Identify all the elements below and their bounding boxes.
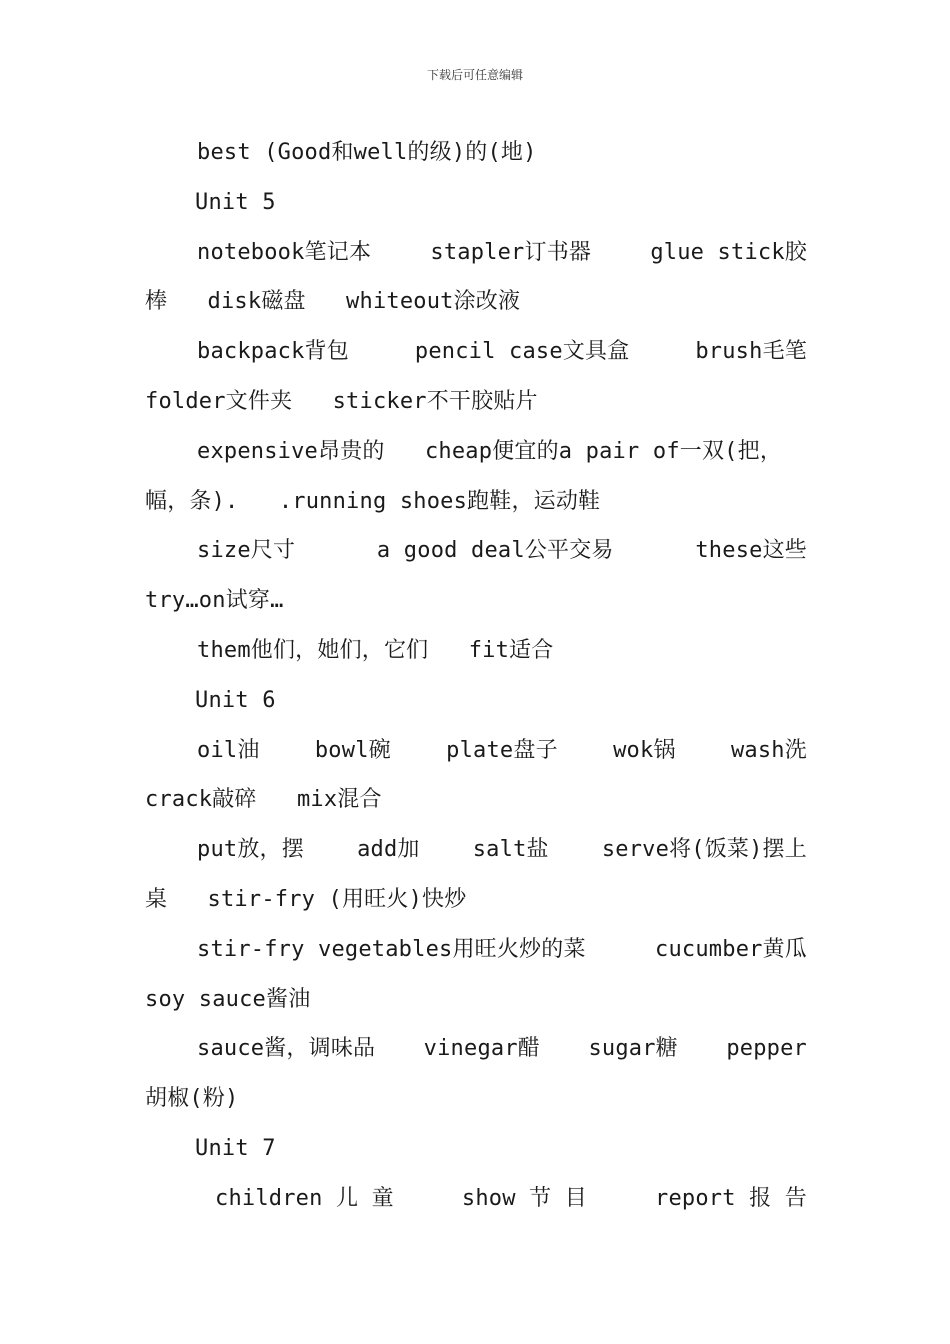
vocab-term: cucumber黄瓜 bbox=[655, 936, 807, 962]
vocabulary-list bbox=[145, 128, 807, 1224]
vocab-term: pepper bbox=[726, 1036, 807, 1062]
vocab-term: stapler订书器 bbox=[430, 239, 592, 265]
vocab-line: them他们，她们，它们 fit适合 bbox=[197, 637, 554, 663]
vocab-term: stir-fry vegetables用旺火炒的菜 bbox=[197, 936, 586, 962]
unit-heading: Unit 6 bbox=[195, 687, 276, 713]
vocab-line bbox=[145, 526, 807, 576]
vocab-term: children 儿 童 bbox=[215, 1185, 394, 1211]
page-header-note: 下载后可任意编辑 bbox=[426, 68, 523, 82]
vocab-line bbox=[145, 825, 807, 875]
vocab-term: put放，摆 bbox=[197, 837, 304, 863]
vocab-term: wok锅 bbox=[613, 737, 676, 763]
vocab-term: add加 bbox=[357, 837, 420, 863]
vocab-term: sugar糖 bbox=[588, 1036, 678, 1062]
unit-heading: Unit 5 bbox=[195, 189, 276, 215]
vocab-line bbox=[145, 228, 807, 278]
vocab-line: crack敲碎 mix混合 bbox=[145, 787, 382, 813]
vocab-term: wash洗 bbox=[730, 737, 807, 763]
vocab-term: backpack背包 bbox=[197, 339, 349, 365]
vocab-line bbox=[145, 327, 807, 377]
vocab-line: best (Good和well的级)的(地) bbox=[197, 140, 537, 165]
vocab-term: oil油 bbox=[197, 737, 260, 763]
vocab-term: glue stick胶 bbox=[650, 239, 807, 265]
vocab-term: plate盘子 bbox=[446, 737, 558, 763]
vocab-term: sauce酱，调味品 bbox=[197, 1036, 376, 1062]
vocab-line: try…on试穿… bbox=[145, 588, 284, 614]
vocab-line bbox=[145, 1024, 807, 1074]
vocab-line: 棒 disk磁盘 whiteout涂改液 bbox=[145, 289, 521, 315]
vocab-line: 桌 stir-fry (用旺火)快炒 bbox=[145, 886, 467, 912]
vocab-term: vinegar醋 bbox=[423, 1036, 540, 1062]
vocab-term: bowl碗 bbox=[314, 737, 391, 763]
vocab-line bbox=[145, 925, 807, 975]
vocab-term: pencil case文具盒 bbox=[414, 339, 630, 365]
vocab-line: 胡椒(粉) bbox=[145, 1086, 239, 1112]
vocab-line bbox=[145, 1174, 807, 1224]
vocab-line: folder文件夹 sticker不干胶贴片 bbox=[145, 388, 538, 414]
vocab-line bbox=[145, 726, 807, 776]
vocab-term: serve将(饭菜)摆上 bbox=[601, 837, 807, 863]
vocab-term: report 报 告 bbox=[655, 1185, 807, 1211]
vocab-line: expensive昂贵的 cheap便宜的a pair of一双(把， bbox=[197, 438, 783, 464]
vocab-term: show 节 目 bbox=[461, 1185, 587, 1211]
vocab-term: these这些 bbox=[695, 538, 807, 564]
vocab-term: brush毛笔 bbox=[695, 339, 807, 365]
vocab-term: salt盐 bbox=[472, 837, 549, 863]
vocab-term: notebook笔记本 bbox=[197, 239, 372, 265]
vocab-line: 幅，条). .running shoes跑鞋，运动鞋 bbox=[145, 488, 601, 514]
unit-heading: Unit 7 bbox=[195, 1135, 276, 1161]
vocab-term: a good deal公平交易 bbox=[376, 538, 614, 564]
vocab-line: soy sauce酱油 bbox=[145, 986, 311, 1012]
vocab-term: size尺寸 bbox=[197, 538, 296, 564]
